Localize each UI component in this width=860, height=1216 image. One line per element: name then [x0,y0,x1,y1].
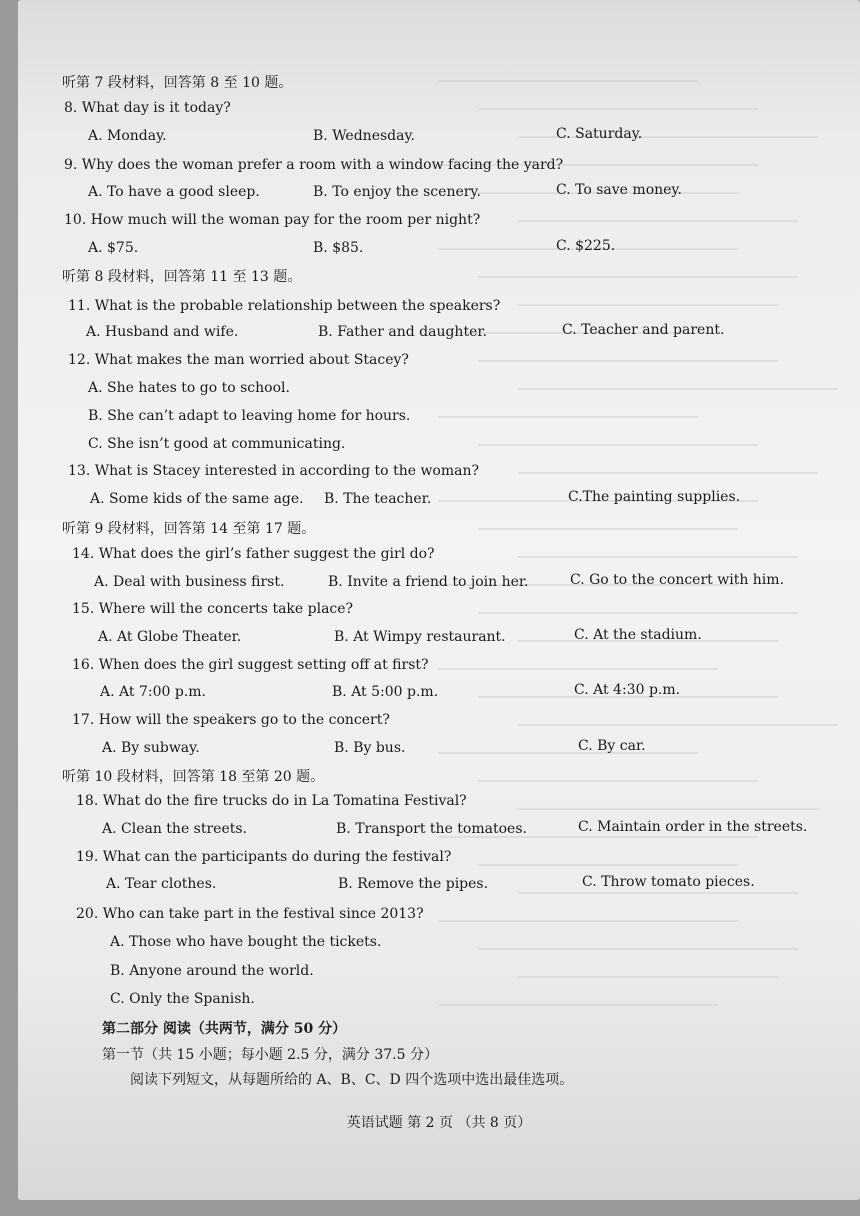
question: 8. What day is it today? [64,100,231,116]
answer-option: C. She isn’t good at communicating. [88,436,346,452]
bleed-through-mark [438,752,698,754]
answer-option: B. The teacher. [324,491,432,507]
bleed-through-mark [518,304,778,306]
bleed-through-mark [438,668,718,670]
answer-option: B. By bus. [334,740,406,756]
bleed-through-mark [478,360,778,362]
bleed-through-mark [478,864,738,866]
answer-option: B. Transport the tomatoes. [336,821,527,837]
answer-option: C. Go to the concert with him. [570,572,785,588]
section-header: 听第 9 段材料，回答第 14 至第 17 题。 [62,521,316,537]
answer-option: C. Saturday. [556,126,643,142]
answer-option: A. Some kids of the same age. [90,491,304,507]
section-header: 听第 8 段材料，回答第 11 至 13 题。 [62,269,302,285]
section-title: 第一节（共 15 小题；每小题 2.5 分，满分 37.5 分） [102,1047,438,1063]
bleed-through-mark [438,80,698,82]
question: 10. How much will the woman pay for the room per night? [64,212,481,228]
bleed-through-mark [438,416,698,418]
answer-option: C. Only the Spanish. [110,991,255,1007]
bleed-through-mark [478,948,798,950]
question: 18. What do the fire trucks do in La Tomatina Festival? [76,793,467,809]
answer-option: C. Teacher and parent. [562,322,725,338]
question: 14. What does the girl’s father suggest the girl do? [72,546,435,562]
answer-option: A. Monday. [88,128,167,144]
answer-option: C. $225. [556,238,616,254]
exam-page [18,0,860,1200]
answer-option: B. Father and daughter. [318,324,487,340]
bleed-through-mark [478,528,738,530]
question: 20. Who can take part in the festival since 2013? [76,906,424,922]
answer-option: B. Invite a friend to join her. [328,574,529,590]
answer-option: C.The painting supplies. [568,489,741,505]
answer-option: A. At Globe Theater. [98,629,242,645]
part-title: 第二部分 阅读（共两节，满分 50 分） [102,1021,347,1037]
answer-option: B. At Wimpy restaurant. [334,629,506,645]
answer-option: A. Husband and wife. [86,324,239,340]
answer-option: A. To have a good sleep. [88,184,260,200]
bleed-through-mark [518,556,798,558]
answer-option: A. Tear clothes. [106,876,217,892]
answer-option: C. Throw tomato pieces. [582,874,755,890]
bleed-through-mark [478,108,758,110]
question: 16. When does the girl suggest setting off at first? [72,657,429,673]
page-footer: 英语试题 第 2 页 （共 8 页） [346,1115,532,1131]
section-header: 听第 10 段材料，回答第 18 至第 20 题。 [62,769,325,785]
answer-option: B. Remove the pipes. [338,876,489,892]
answer-option: A. Deal with business first. [94,574,285,590]
answer-option: A. $75. [88,240,139,256]
answer-option: C. At 4:30 p.m. [574,682,681,698]
bleed-through-mark [518,976,778,978]
bleed-through-mark [438,1004,718,1006]
bleed-through-mark [478,612,798,614]
section-header: 听第 7 段材料，回答第 8 至 10 题。 [62,75,293,91]
bleed-through-mark [438,920,738,922]
instructions: 阅读下列短文，从每题所给的 A、B、C、D 四个选项中选出最佳选项。 [130,1072,574,1088]
answer-option: B. To enjoy the scenery. [313,184,481,200]
answer-option: A. She hates to go to school. [88,380,290,396]
bleed-through-mark [518,808,818,810]
answer-option: C. By car. [578,738,646,754]
answer-option: C. Maintain order in the streets. [578,819,808,835]
answer-option: B. $85. [313,240,364,256]
bleed-through-mark [518,472,818,474]
question: 17. How will the speakers go to the concert? [72,712,390,728]
bleed-through-mark [518,388,838,390]
question: 13. What is Stacey interested in according to the woman? [68,463,479,479]
question: 12. What makes the man worried about Stacey? [68,352,409,368]
answer-option: A. Clean the streets. [102,821,248,837]
bleed-through-mark [478,780,758,782]
bleed-through-mark [518,892,798,894]
bleed-through-mark [478,444,758,446]
answer-option: A. By subway. [102,740,200,756]
bleed-through-mark [518,724,838,726]
answer-option: C. To save money. [556,182,682,198]
answer-option: B. Wednesday. [313,128,415,144]
question: 19. What can the participants do during the festival? [76,849,452,865]
answer-option: C. At the stadium. [574,627,702,643]
question: 9. Why does the woman prefer a room with a window facing the yard? [64,157,564,173]
answer-option: B. She can’t adapt to leaving home for hours. [88,408,411,424]
question: 11. What is the probable relationship between the speakers? [68,298,501,314]
answer-option: B. At 5:00 p.m. [332,684,439,700]
answer-option: A. At 7:00 p.m. [100,684,206,700]
question: 15. Where will the concerts take place? [72,601,354,617]
answer-option: A. Those who have bought the tickets. [110,934,382,950]
bleed-through-mark [478,276,798,278]
answer-option: B. Anyone around the world. [110,963,314,979]
bleed-through-mark [518,220,798,222]
